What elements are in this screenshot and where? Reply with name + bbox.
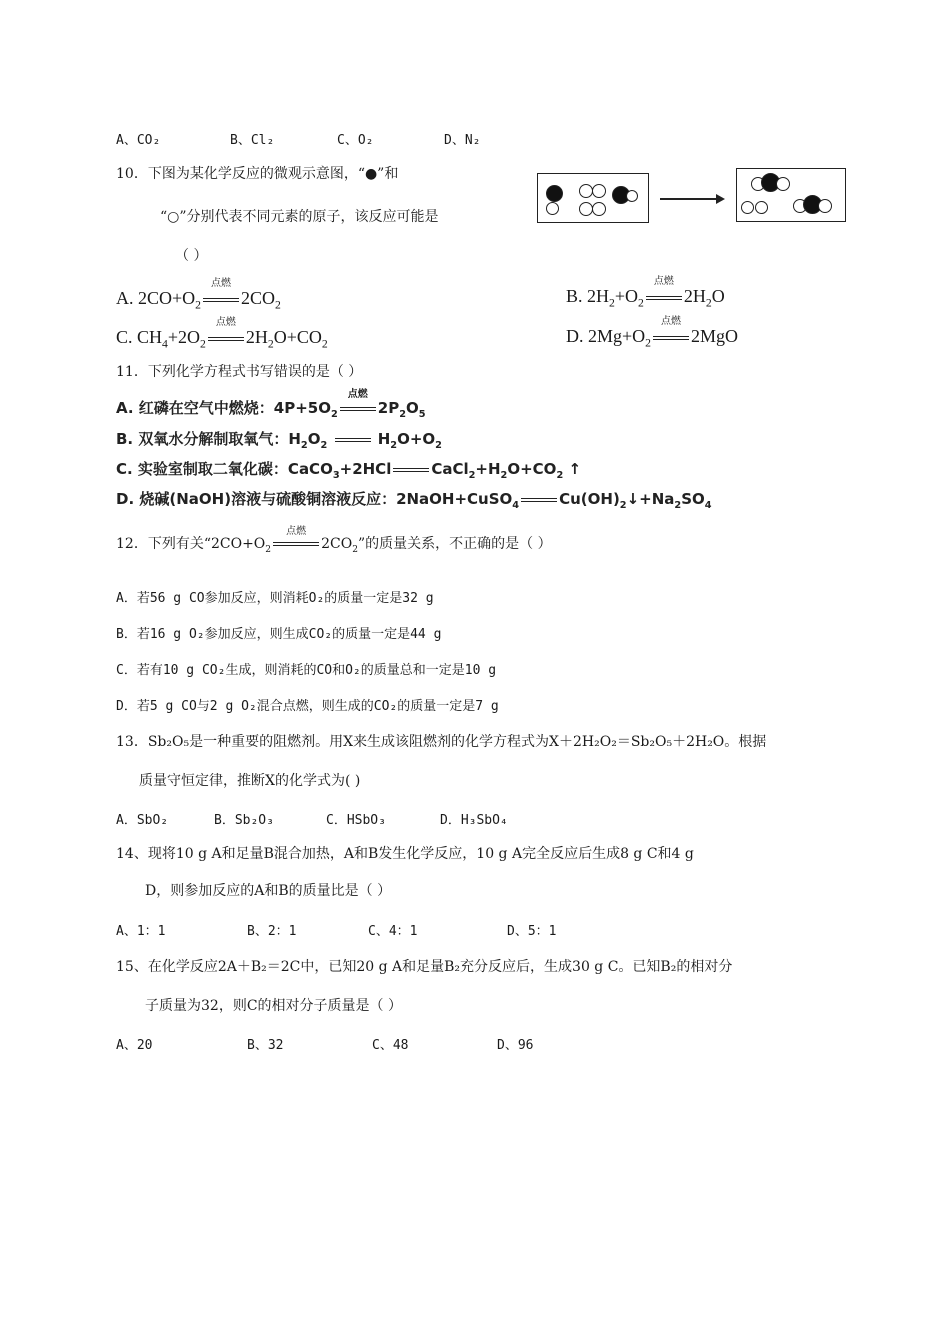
- q12-option-a: A．若56 g CO参加反应，则消耗O₂的质量一定是32 g: [116, 591, 434, 606]
- q15-option-d: D、96: [497, 1038, 534, 1053]
- q9-option-b: B、Cl₂: [230, 133, 275, 148]
- q13-stem-line1: 13．Sb₂O₅是一种重要的阻燃剂。用X来生成该阻燃剂的化学方程式为X＋2H₂O₂＝Sb₂O₅＋2H₂O。根据: [116, 734, 767, 750]
- light-atom: [755, 201, 768, 214]
- q10-option-a: A. $2CO+O_2$ 点燃 $2CO_2$: [116, 278, 281, 312]
- reaction-arrow-head: [716, 194, 725, 204]
- q9-option-d: D、N₂: [444, 133, 481, 148]
- q15-stem-line2: 子质量为32，则C的相对分子质量是（ ）: [145, 998, 402, 1014]
- q10-option-b: B. $2H_2+O_2$ 点燃 $2H_2O$: [566, 276, 725, 310]
- q10-stem-line2: “○”分别代表不同元素的原子，该反应可能是: [160, 209, 439, 225]
- q11-option-a: A. 红磷在空气中燃烧：$4P+5O_2$ 点燃 $2P_2O_5$: [116, 389, 426, 420]
- dark-atom: [546, 185, 563, 202]
- q14-stem-line1: 14、现将10 g A和足量B混合加热，A和B发生化学反应，10 g A完全反应后生成8 g C和4 g: [116, 846, 694, 862]
- light-atom: [592, 202, 606, 216]
- q11-option-c: C. 实验室制取二氧化碳：CaCO$_3$+2HCl $CaCl_2+H_2O+CO_2$ ↑: [116, 460, 582, 481]
- q15-stem-line1: 15、在化学反应2A＋B₂＝2C中，已知20 g A和足量B₂充分反应后，生成30 g C。已知B₂的相对分: [116, 959, 733, 975]
- q13-option-c: C．HSbO₃: [326, 813, 386, 828]
- q11-option-b: B. 双氧水分解制取氧气：$H_2O_2$ $H_2O+O_2$: [116, 430, 442, 451]
- q9-option-a: A、CO₂: [116, 133, 161, 148]
- q13-option-b: B．Sb₂O₃: [214, 813, 274, 828]
- light-atom: [818, 199, 832, 213]
- q9-option-c: C、O₂: [337, 133, 374, 148]
- light-atom: [626, 190, 638, 202]
- q12-option-b: B．若16 g O₂参加反应，则生成CO₂的质量一定是44 g: [116, 627, 442, 642]
- q10-option-d: D. $2Mg+O_2$ 点燃 2MgO: [566, 316, 739, 350]
- light-atom: [776, 177, 790, 191]
- light-atom: [579, 202, 593, 216]
- q14-option-a: A、1：1: [116, 924, 166, 939]
- light-atom: [579, 184, 593, 198]
- light-atom: [592, 184, 606, 198]
- q15-option-a: A、20: [116, 1038, 153, 1053]
- light-atom: [741, 201, 754, 214]
- q10-answer-blank: （ ）: [175, 248, 208, 264]
- q12-option-c: C．若有10 g CO₂生成，则消耗的CO和O₂的质量总和一定是10 g: [116, 663, 497, 678]
- q14-option-d: D、5：1: [507, 924, 557, 939]
- q13-stem-line2: 质量守恒定律，推断X的化学式为( ): [139, 773, 361, 789]
- q15-option-c: C、48: [372, 1038, 409, 1053]
- q12-option-d: D．若5 g CO与2 g O₂混合点燃，则生成的CO₂的质量一定是7 g: [116, 699, 499, 714]
- reactants-box: [537, 173, 649, 223]
- q11-option-d: D. 烧碱(NaOH)溶液与硫酸铜溶液反应：2NaOH+CuSO$_4$ $Cu(OH)_2↓+Na_2SO_4$: [116, 490, 712, 511]
- light-atom: [546, 202, 559, 215]
- q14-option-b: B、2：1: [247, 924, 297, 939]
- q13-option-a: A．SbO₂: [116, 813, 169, 828]
- products-box: [736, 168, 846, 222]
- q10-stem-line1: 10．下图为某化学反应的微观示意图，“●”和: [116, 166, 399, 182]
- q14-option-c: C、4：1: [368, 924, 418, 939]
- reaction-arrow-shaft: [660, 198, 722, 200]
- q11-stem: 11．下列化学方程式书写错误的是（ ）: [116, 364, 363, 380]
- q10-option-c: C. $CH_4+2O_2$ 点燃 $2H_2O+CO_2$: [116, 317, 328, 351]
- q13-option-d: D．H₃SbO₄: [440, 813, 508, 828]
- q15-option-b: B、32: [247, 1038, 284, 1053]
- q12-stem: 12．下列有关“$2CO+O_2$ 点燃 $2CO_2$”的质量关系，不正确的是（ ）: [116, 526, 552, 555]
- q14-stem-line2: D，则参加反应的A和B的质量比是（ ）: [145, 883, 392, 899]
